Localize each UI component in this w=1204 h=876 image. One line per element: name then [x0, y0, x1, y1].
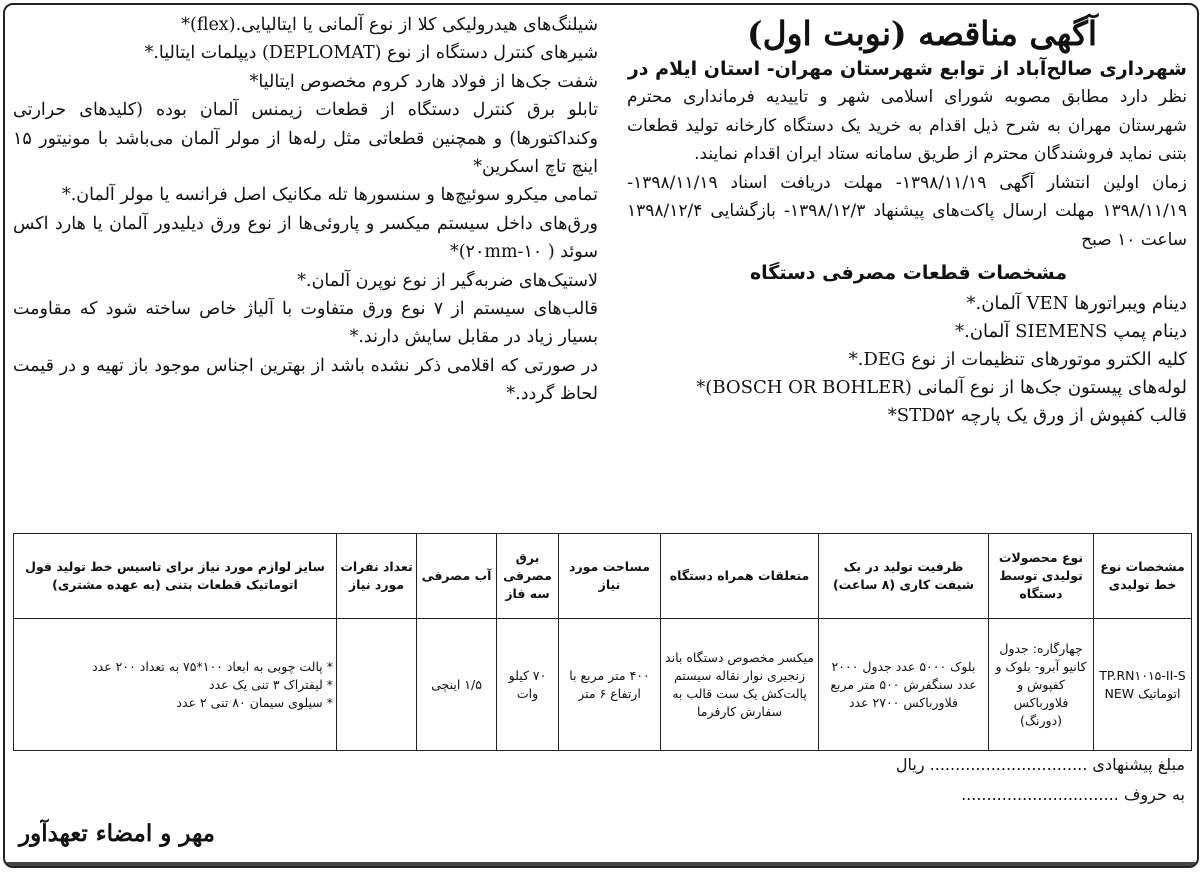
parts-bullet: شفت جک‌ها از فولاد هارد کروم مخصوص ایتالیا *: [13, 68, 598, 96]
offer-label: مبلغ پیشنهادی: [1092, 755, 1185, 774]
notice-heading: شهرداری صالح‌آباد از توابع شهرستان مهران- استان ایلام در: [627, 58, 1187, 80]
parts-bullet: قالب کفپوش از ورق یک پارچه STD۵۲ *: [627, 402, 1187, 430]
column-header: مشخصات نوع خط تولیدی: [1094, 534, 1192, 619]
water-cell: ۱/۵ اینچی: [417, 619, 497, 751]
line-type-cell: TP.RN۱۰۱۵-II-S اتوماتیک NEW: [1094, 619, 1192, 751]
column-header: سایز لوازم مورد نیاز برای تاسیس خط تولید فول اتوماتیک قطعات بتنی (به عهده مشتری): [14, 534, 337, 619]
parts-bullet: لوله‌های پیستون جک‌ها از نوع آلمانی (BOSCH OR BOHLER) *: [627, 374, 1187, 402]
column-header: مساحت مورد نیاز: [559, 534, 661, 619]
specification-table: [13, 533, 1192, 751]
tender-notice: [3, 3, 1199, 868]
bottom-border: [5, 862, 1197, 866]
parts-bullet: تابلو برق کنترل دستگاه از قطعات زیمنس آلمان بوده (کلیدهای حرارتی وکنداکتورها) و همچنین قطعاتی مثل رله‌ها از مولر آلمان می‌باشد با مونیتور ۱۵ اینچ تاچ اسکرین *: [13, 96, 598, 181]
parts-bullet: در صورتی که اقلامی ذکر نشده باشد از بهترین اجناس موجود باز تهیه و در قیمت لحاظ گردد. *: [13, 352, 598, 409]
notice-dates: زمان اولین انتشار آگهی ۱۳۹۸/۱۱/۱۹- مهلت دریافت اسناد ۱۳۹۸/۱۱/۱۹- ۱۳۹۸/۱۱/۱۹ مهلت ارسال پاکت‌های پیشنهاد ۱۳۹۸/۱۲/۳- بازگشایی ۱۳۹۸/۱۲/۴ ساعت ۱۰ صبح: [627, 172, 1187, 250]
notice-right-column: [627, 13, 1187, 430]
accessories-cell: میکسر مخصوص دستگاه باند زنجیری نوار نقاله سیستم پالت‌کش یک ست قالب به سفارش کارفرما: [661, 619, 819, 751]
column-header: آب مصرفی: [417, 534, 497, 619]
notice-intro: نظر دارد مطابق مصوبه شورای اسلامی شهر و تاییدیه فرمانداری محترم شهرستان مهران به شرح ذیل اقدام به خرید یک دستگاه کارخانه تولید قطعات بتنی نماید فروشندگان محترم از طریق سامانه ستاد ایران اقدام نمایند.: [627, 87, 1187, 164]
offer-amount-blank[interactable]: ...............................: [929, 755, 1088, 774]
notice-left-column: [13, 11, 598, 409]
notice-title: آگهی مناقصه (نوبت اول): [747, 14, 1097, 53]
currency-label: ریال: [895, 755, 925, 774]
amount-words-blank[interactable]: ...............................: [961, 785, 1119, 804]
parts-bullet: کلیه الکترو موتورهای تنظیمات از نوع DEG. *: [627, 346, 1187, 374]
column-header: نوع محصولات تولیدی توسط دستگاه: [989, 534, 1094, 619]
parts-bullet: ورق‌های داخل سیستم میکسر و پاروئی‌ها از نوع ورق دیلیدور آلمان یا هارد اکس سوئد ( ۱۰-۲۰mm) *: [13, 210, 598, 267]
parts-bullet: شیلنگ‌های هیدرولیکی کلا از نوع آلمانی یا ایتالیایی.(flex) *: [13, 11, 598, 39]
column-header: متعلقات همراه دستگاه: [661, 534, 819, 619]
requirement-item: * لیفتراک ۳ تنی یک عدد: [209, 676, 333, 692]
parts-heading: مشخصات قطعات مصرفی دستگاه: [749, 262, 1067, 284]
parts-bullet: لاستیک‌های ضربه‌گیر از نوع نوپرن آلمان. *: [13, 267, 598, 295]
offer-amount-field: [896, 755, 1185, 774]
power-cell: ۷۰ کیلو وات: [497, 619, 559, 751]
column-header: تعداد نفرات مورد نیاز: [337, 534, 417, 619]
parts-bullet: دینام ویبراتورها VEN آلمان. *: [627, 290, 1187, 318]
requirement-item: * سیلوی سیمان ۸۰ تنی ۲ عدد: [176, 694, 333, 710]
area-cell: ۴۰۰ متر مربع با ارتفاع ۶ متر: [559, 619, 661, 751]
amount-in-words-field: [961, 785, 1185, 804]
capacity-cell: بلوک ۵۰۰۰ عدد جدول ۲۰۰۰ عدد سنگفرش ۵۰۰ متر مربع فلاورباکس ۲۷۰۰ عدد: [819, 619, 989, 751]
products-cell: چهارگاره: جدول کانیو آبرو- بلوک و کفپوش و فلاورباکس (دورنگ): [989, 619, 1094, 751]
parts-bullet: شیرهای کنترل دستگاه از نوع (DEPLOMAT) دیپلمات ایتالیا. *: [13, 39, 598, 67]
words-label: به حروف: [1123, 785, 1185, 804]
signature-label: مهر و امضاء تعهدآور: [19, 820, 215, 847]
parts-bullet: دینام پمپ SIEMENS آلمان. *: [627, 318, 1187, 346]
table-header-row: [14, 534, 1192, 619]
parts-bullet: تمامی میکرو سوئیچ‌ها و سنسورها تله مکانیک اصل فرانسه یا مولر آلمان. *: [13, 181, 598, 209]
column-header: برق مصرفی سه فاز: [497, 534, 559, 619]
requirements-cell: [14, 619, 337, 751]
requirement-item: * پالت چوبی به ابعاد ۱۰۰*۷۵ به تعداد ۲۰۰ عدد: [92, 658, 333, 674]
staff-cell: [337, 619, 417, 751]
column-header: ظرفیت تولید در یک شیفت کاری (۸ ساعت): [819, 534, 989, 619]
parts-bullet: قالب‌های سیستم از ۷ نوع ورق متفاوت با آلیاژ خاص ساخته شود که مقاومت بسیار زیاد در مقابل سایش دارند. *: [13, 295, 598, 352]
table-row: [14, 619, 1192, 751]
